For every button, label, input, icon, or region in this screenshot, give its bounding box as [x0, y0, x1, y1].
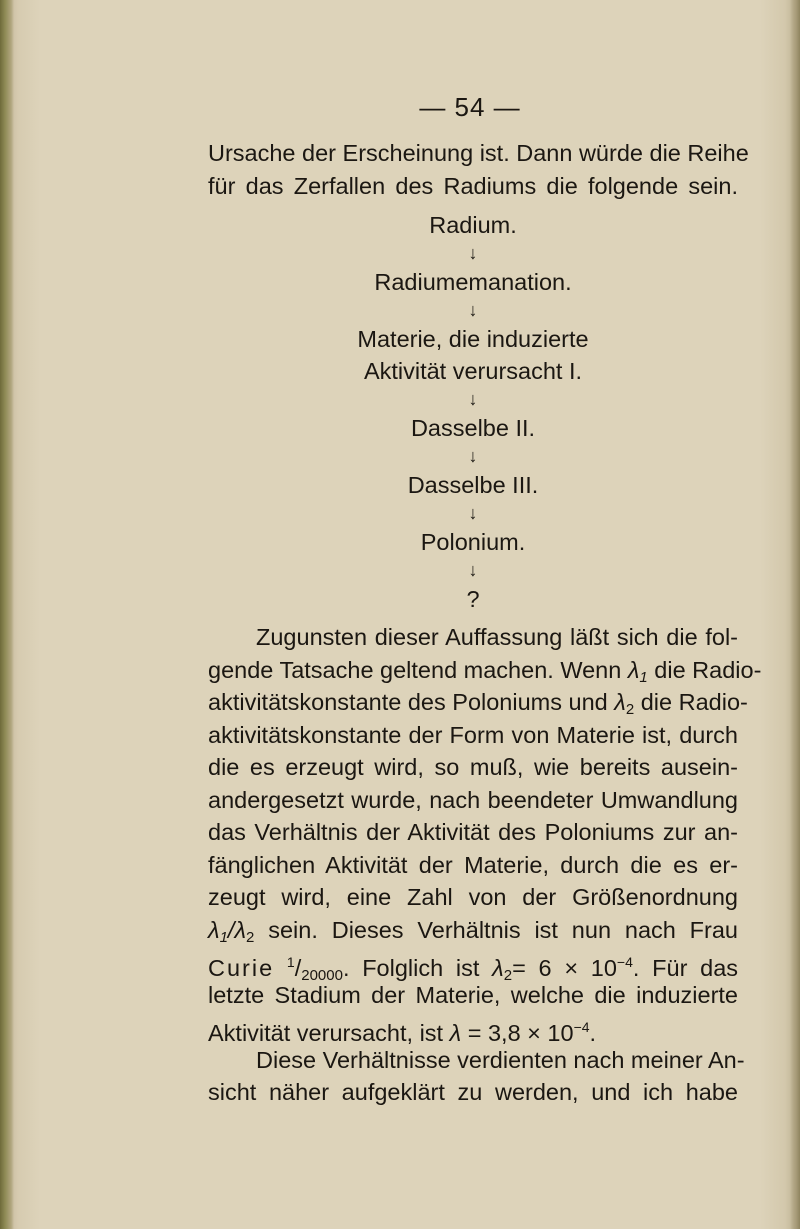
subscript: 1 — [639, 668, 648, 686]
exponent: −4 — [616, 954, 633, 970]
arrow-down-icon: ↓ — [468, 503, 478, 523]
chain-node-emanation: Radiumemanation. — [374, 269, 572, 295]
fraction — [286, 954, 343, 984]
decay-chain — [208, 209, 738, 615]
text-span: . — [589, 1020, 597, 1046]
subscript: 2 — [625, 701, 635, 718]
exponent: −4 — [573, 1019, 590, 1035]
text-line: Zugunsten dieser Auffassung läßt sich die fol- — [256, 624, 738, 650]
slash: / — [227, 916, 235, 943]
fraction-numerator: 1 — [286, 954, 295, 970]
chain-node-radium: Radium. — [429, 212, 517, 238]
text-span: sein. Dieses Verhältnis ist nun nach Frau — [268, 916, 738, 943]
text-line: das Verhältnis der Aktivität des Poloniums zur an- — [208, 819, 738, 845]
lambda-symbol: λ — [492, 955, 504, 981]
body-text — [208, 137, 762, 1109]
arrow-down-icon: ↓ — [468, 389, 478, 409]
text-line — [208, 686, 748, 719]
text-line: für das Zerfallen des Radiums die folgende sein. — [208, 172, 738, 199]
arrow-down-icon: ↓ — [468, 560, 478, 580]
chain-node-unknown: ? — [466, 586, 480, 612]
text-line: aktivitätskonstante der Form von Materie ist, durch — [208, 721, 738, 748]
lambda-symbol: λ — [208, 916, 220, 943]
text-span: Curie — [208, 955, 275, 981]
text-span: . Folglich ist — [342, 955, 480, 981]
lambda-symbol: λ — [614, 689, 626, 715]
arrow-down-icon: ↓ — [468, 446, 478, 466]
lambda-symbol: λ — [449, 1020, 462, 1046]
text-line: Diese Verhältnisse verdienten nach meiner An- — [256, 1046, 745, 1073]
lambda-symbol: λ — [234, 916, 247, 943]
text-line — [208, 1011, 738, 1044]
subscript: 1 — [219, 928, 228, 946]
page-edge-shadow — [790, 0, 800, 1229]
chain-node-polonium: Polonium. — [420, 529, 526, 555]
text-line — [208, 946, 739, 984]
subscript: 2 — [503, 967, 513, 984]
text-span: Aktivität verursacht, ist — [208, 1020, 444, 1046]
text-line: Ursache der Erscheinung ist. Dann würde die Reihe — [208, 140, 749, 166]
subscript: 2 — [246, 928, 255, 946]
chain-node-dasselbe-2: Dasselbe II. — [410, 415, 536, 441]
fraction-denominator: 20000 — [301, 967, 343, 984]
text-line: fänglichen Aktivität der Materie, durch die es er- — [208, 851, 738, 878]
chain-node-dasselbe-3: Dasselbe III. — [407, 472, 539, 498]
text-line — [208, 654, 762, 687]
text-span: = 3,8 × 10 — [467, 1020, 574, 1046]
text-line: letzte Stadium der Materie, welche die induzierte — [208, 981, 738, 1008]
text-span: . Für das — [632, 955, 739, 981]
text-line: andergesetzt wurde, nach beendeter Umwandlung — [208, 786, 738, 813]
fraction-slash: / — [294, 955, 302, 981]
text-line — [208, 914, 738, 947]
lambda-symbol: λ — [627, 656, 640, 683]
text-line: die es erzeugt wird, so muß, wie bereits ausein- — [208, 754, 738, 780]
text-span: die Radio- — [654, 656, 762, 683]
page-binding-shadow — [0, 0, 14, 1229]
chain-node-materie: Materie, die induzierte — [357, 326, 589, 352]
text-line: sicht näher aufgeklärt zu werden, und ich habe — [208, 1079, 738, 1105]
text-line: zeugt wird, eine Zahl von der Größenordnung — [208, 884, 738, 910]
page-number: — 54 — — [419, 92, 521, 122]
chain-node-aktivitaet-1: Aktivität verursacht I. — [363, 358, 583, 384]
text-span: aktivitätskonstante des Poloniums und — [208, 689, 608, 715]
text-span: die Radio- — [640, 689, 748, 715]
arrow-down-icon: ↓ — [468, 243, 478, 263]
text-span: = 6 × 10 — [512, 955, 617, 981]
arrow-down-icon: ↓ — [468, 300, 478, 320]
formula-ratio — [208, 916, 255, 946]
text-span: gende Tatsache geltend machen. Wenn — [208, 656, 622, 683]
